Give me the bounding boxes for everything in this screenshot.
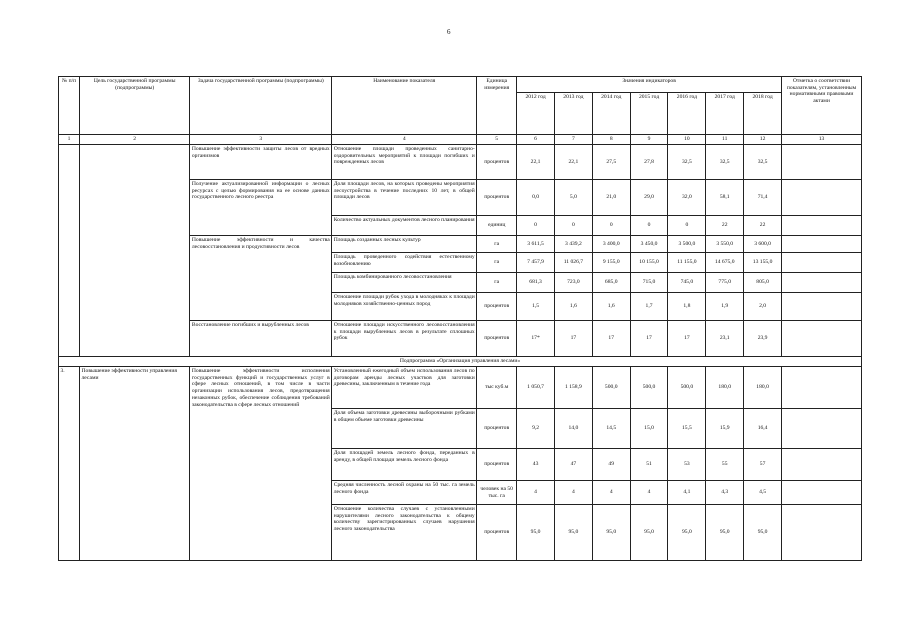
value-cell: 9 155,0 (592, 253, 630, 273)
table-row (59, 145, 862, 180)
header-values-group: Значения индикаторов (517, 77, 782, 93)
value-cell: 2,0 (744, 293, 782, 321)
value-cell: 0 (592, 216, 630, 236)
value-cell: 180,0 (744, 367, 782, 409)
value-cell: 95,0 (517, 505, 555, 561)
value-cell: 500,0 (630, 367, 668, 409)
task-cell: Получение актуализированной информации о лесных ресурсах с целью формирования на ее основе данных государственного лесного реестра (190, 180, 332, 236)
indicator-cell: Площадь проведенного содействия естественному возобновлению (332, 253, 477, 273)
value-cell: 21,0 (592, 180, 630, 216)
value-cell: 17 (592, 321, 630, 357)
task-cell: Повышение эффективности защиты лесов от вредных организмов (190, 145, 332, 180)
value-cell: 4 (554, 481, 592, 505)
value-cell: 3 600,0 (744, 236, 782, 253)
goal-cell (80, 145, 190, 357)
value-cell: 180,0 (706, 367, 744, 409)
unit-cell: процентов (477, 409, 517, 449)
indicator-cell: Отношение количества случаев с установленными нарушителями лесного законодательства к общему количеству зарегистрированных случаев нарушения лесного законодательства (332, 505, 477, 561)
value-cell: 1,9 (706, 293, 744, 321)
value-cell: 745,0 (668, 273, 706, 293)
col-number: 11 (706, 135, 744, 145)
col-number: 10 (668, 135, 706, 145)
unit-cell: процентов (477, 180, 517, 216)
header-year: 2015 год (630, 93, 668, 135)
page-number: 6 (447, 28, 451, 36)
mark-cell (782, 505, 862, 561)
value-cell: 3 500,0 (668, 236, 706, 253)
indicator-cell: Доля объема заготовки древесины выборочными рубками в общем объеме заготовки древесины (332, 409, 477, 449)
subprogram-title: Подпрограмма «Организация управления лесами» (59, 357, 862, 367)
mark-cell (782, 273, 862, 293)
value-cell: 32,5 (668, 145, 706, 180)
mark-cell (782, 145, 862, 180)
col-number: 6 (517, 135, 555, 145)
unit-cell: га (477, 253, 517, 273)
value-cell: 49 (592, 449, 630, 481)
header-year: 2013 год (554, 93, 592, 135)
value-cell: 95,0 (630, 505, 668, 561)
value-cell: 1,6 (592, 293, 630, 321)
column-numbers-row (59, 135, 862, 145)
value-cell: 3 450,0 (630, 236, 668, 253)
unit-cell: единиц (477, 216, 517, 236)
unit-cell: тыс куб.м (477, 367, 517, 409)
indicator-cell: Доля площади лесов, на которых проведены мероприятия лесоустройства в течение последних 10 лет, в общей площади лесов (332, 180, 477, 216)
unit-cell: процентов (477, 145, 517, 180)
indicator-cell: Отношение площади рубок ухода в молодняках к площади молодняков хозяйственно-ценных пород (332, 293, 477, 321)
col-number: 2 (80, 135, 190, 145)
value-cell: 1,5 (517, 293, 555, 321)
value-cell: 1 158,9 (554, 367, 592, 409)
mark-cell (782, 367, 862, 409)
value-cell: 775,0 (706, 273, 744, 293)
mark-cell (782, 293, 862, 321)
indicators-table (58, 76, 862, 561)
unit-cell: га (477, 236, 517, 253)
value-cell: 11 026,7 (554, 253, 592, 273)
header-year: 2018 год (744, 93, 782, 135)
value-cell: 51 (630, 449, 668, 481)
value-cell: 27,5 (592, 145, 630, 180)
value-cell: 95,0 (592, 505, 630, 561)
value-cell: 32,5 (706, 145, 744, 180)
mark-cell (782, 449, 862, 481)
value-cell: 0 (630, 216, 668, 236)
value-cell: 14,5 (592, 409, 630, 449)
col-number: 3 (190, 135, 332, 145)
mark-cell (782, 409, 862, 449)
mark-cell (782, 253, 862, 273)
value-cell: 1,7 (630, 293, 668, 321)
header-year: 2017 год (706, 93, 744, 135)
col-number: 5 (477, 135, 517, 145)
goal-cell: Повышение эффективности управления лесами (80, 367, 190, 561)
mark-cell (782, 180, 862, 216)
col-number: 12 (744, 135, 782, 145)
header-unit: Единица измерения (477, 77, 517, 135)
value-cell: 805,0 (744, 273, 782, 293)
unit-cell: человек на 50 тыс. га (477, 481, 517, 505)
header-task: Задача государственной программы (подпрограммы) (190, 77, 332, 135)
value-cell: 681,3 (517, 273, 555, 293)
value-cell: 27,8 (630, 145, 668, 180)
value-cell: 1 050,7 (517, 367, 555, 409)
value-cell: 5,0 (554, 180, 592, 216)
unit-cell: процентов (477, 321, 517, 357)
value-cell: 3 439,2 (554, 236, 592, 253)
task-cell: Восстановление погибших и вырубленных лесов (190, 321, 332, 357)
value-cell: 43 (517, 449, 555, 481)
mark-cell (782, 216, 862, 236)
value-cell: 17 (554, 321, 592, 357)
header-num: № п/п (59, 77, 80, 135)
table-row (59, 367, 862, 409)
col-number: 13 (782, 135, 862, 145)
value-cell: 14,0 (554, 409, 592, 449)
value-cell: 95,0 (706, 505, 744, 561)
value-cell: 15,9 (706, 409, 744, 449)
value-cell: 3 550,0 (706, 236, 744, 253)
value-cell: 1,6 (554, 293, 592, 321)
value-cell: 14 675,0 (706, 253, 744, 273)
value-cell: 500,0 (668, 367, 706, 409)
indicator-cell: Площадь созданных лесных культур (332, 236, 477, 253)
task-cell: Повышение эффективности и качества лесовосстановления и продуктивности лесов (190, 236, 332, 321)
value-cell: 500,0 (592, 367, 630, 409)
header-year: 2012 год (517, 93, 555, 135)
value-cell: 55 (706, 449, 744, 481)
header-goal: Цель государственной программы (подпрограммы) (80, 77, 190, 135)
col-number: 8 (592, 135, 630, 145)
num-cell: 3. (59, 367, 80, 561)
value-cell: 11 155,0 (668, 253, 706, 273)
unit-cell: процентов (477, 293, 517, 321)
value-cell: 95,0 (554, 505, 592, 561)
mark-cell (782, 481, 862, 505)
header-year: 2016 год (668, 93, 706, 135)
value-cell: 4,1 (668, 481, 706, 505)
unit-cell: га (477, 273, 517, 293)
value-cell: 23,9 (744, 321, 782, 357)
value-cell: 32,0 (668, 180, 706, 216)
value-cell: 4 (630, 481, 668, 505)
value-cell: 0 (668, 216, 706, 236)
indicator-cell: Доля площадей земель лесного фонда, переданных в аренду, в общей площади земель лесного фонда (332, 449, 477, 481)
header-year: 2014 год (592, 93, 630, 135)
indicator-cell: Средняя численность лесной охраны на 50 тыс. га земель лесного фонда (332, 481, 477, 505)
value-cell: 57 (744, 449, 782, 481)
unit-cell: процентов (477, 505, 517, 561)
col-number: 7 (554, 135, 592, 145)
value-cell: 13 155,0 (744, 253, 782, 273)
value-cell: 0,0 (517, 180, 555, 216)
value-cell: 71,4 (744, 180, 782, 216)
col-number: 1 (59, 135, 80, 145)
value-cell: 723,0 (554, 273, 592, 293)
unit-cell: процентов (477, 449, 517, 481)
value-cell: 3 611,5 (517, 236, 555, 253)
indicator-cell: Количество актуальных документов лесного планирования (332, 216, 477, 236)
value-cell: 1,8 (668, 293, 706, 321)
mark-cell (782, 321, 862, 357)
value-cell: 22 (706, 216, 744, 236)
value-cell: 3 400,0 (592, 236, 630, 253)
indicator-cell: Отношение площади искусственного лесовосстановления к площади вырубленных лесов в результате сплошных рубок (332, 321, 477, 357)
value-cell: 22 (744, 216, 782, 236)
col-number: 9 (630, 135, 668, 145)
task-cell: Повышение эффективности исполнения государственных функций и государственных услуг в сфере лесных отношений, в том числе в части организации использования лесов, предотвращения незаконных рубок, обеспечение соблюдения требований законодательства в сфере лесных отношений (190, 367, 332, 561)
value-cell: 53 (668, 449, 706, 481)
value-cell: 95,0 (744, 505, 782, 561)
value-cell: 17 (630, 321, 668, 357)
value-cell: 7 457,9 (517, 253, 555, 273)
value-cell: 23,1 (706, 321, 744, 357)
indicator-cell: Установленный ежегодный объем использования лесов по договорам аренды лесных участков для заготовки древесины, заключенным в течение года (332, 367, 477, 409)
subprogram-row (59, 357, 862, 367)
value-cell: 0 (517, 216, 555, 236)
value-cell: 685,0 (592, 273, 630, 293)
mark-cell (782, 236, 862, 253)
value-cell: 95,0 (668, 505, 706, 561)
indicator-cell: Площадь комбинированного лесовосстановления (332, 273, 477, 293)
value-cell: 22,1 (554, 145, 592, 180)
value-cell: 17 (668, 321, 706, 357)
value-cell: 15,5 (668, 409, 706, 449)
value-cell: 4 (517, 481, 555, 505)
col-number: 4 (332, 135, 477, 145)
value-cell: 0 (554, 216, 592, 236)
indicator-cell: Отношение площади проведенных санитарно-оздоровительных мероприятий к площади погибших и поврежденных лесов (332, 145, 477, 180)
value-cell: 4,3 (706, 481, 744, 505)
num-cell (59, 145, 80, 357)
value-cell: 4,5 (744, 481, 782, 505)
value-cell: 22,1 (517, 145, 555, 180)
value-cell: 58,1 (706, 180, 744, 216)
value-cell: 4 (592, 481, 630, 505)
value-cell: 29,0 (630, 180, 668, 216)
value-cell: 10 155,0 (630, 253, 668, 273)
value-cell: 15,0 (630, 409, 668, 449)
header-mark: Отметка о соответствии показателям, установленным нормативными правовыми актами (782, 77, 862, 135)
value-cell: 17* (517, 321, 555, 357)
value-cell: 47 (554, 449, 592, 481)
header-indicator: Наименование показателя (332, 77, 477, 135)
value-cell: 16,4 (744, 409, 782, 449)
value-cell: 9,2 (517, 409, 555, 449)
value-cell: 32,5 (744, 145, 782, 180)
value-cell: 715,0 (630, 273, 668, 293)
